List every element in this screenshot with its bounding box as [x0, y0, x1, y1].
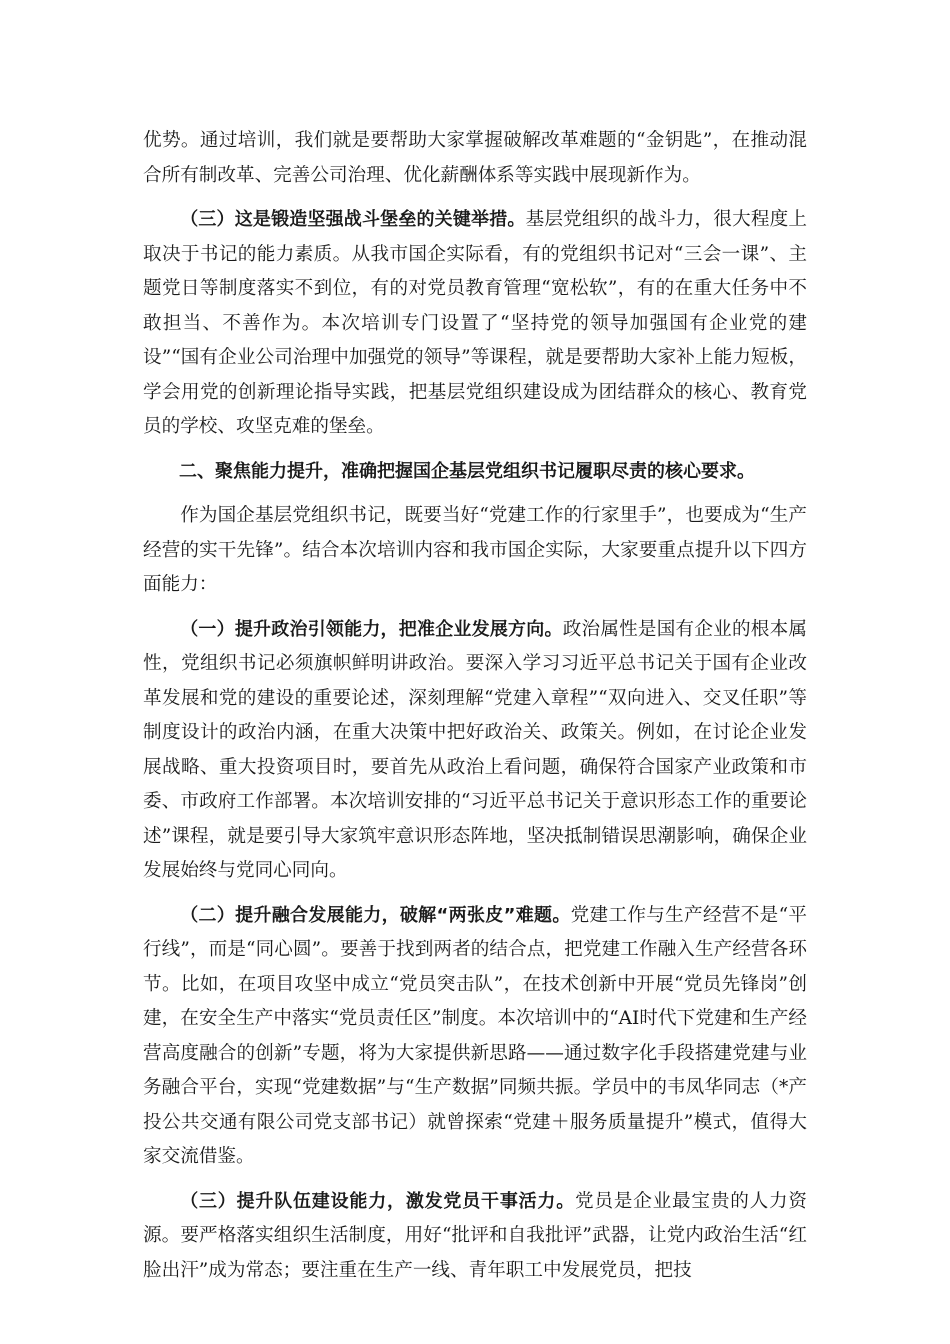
paragraph-intro — [143, 499, 807, 603]
paragraph-integration — [143, 899, 807, 1175]
paragraph-lead: （一）提升政治引领能力，把准企业发展方向。 — [180, 618, 563, 640]
section-heading-two: 二、聚焦能力提升，准确把握国企基层党组织书记履职尽责的核心要求。 — [179, 460, 755, 482]
document-body — [143, 124, 807, 1288]
paragraph-lead: （三）提升队伍建设能力，激发党员干事活力。 — [180, 1190, 576, 1212]
paragraph-team — [143, 1185, 807, 1289]
paragraph-text: 党建工作与生产经营不是“平行线”，而是“同心圆”。要善于找到两者的结合点，把党建工作融入生产经营各环节。比如，在项目攻坚中成立“党员突击队”，在技术创新中开展“党员先锋岗”创建，在安全生产中落实“党员责任区”制度。本次培训中的“AI时代下党建和生产经营高度融合的创新”专题，将为大家提供新思路——通过数字化手段搭建党建与业务融合平台，实现“党建数据”与“生产数据”同频共振。学员中的韦凤华同志（*产投公共交通有限公司党支部书记）就曾探索“党建＋服务质量提升”模式，值得大家交流借鉴。 — [143, 904, 807, 1167]
paragraph-continuation — [143, 124, 807, 193]
paragraph-text: 党员是企业最宝贵的人力资源。要严格落实组织生活制度，用好“批评和自我批评”武器，让党内政治生活“红脸出汗”成为常态；要注重在生产一线、青年职工中发展党员，把技 — [143, 1190, 807, 1281]
paragraph-text: 基层党组织的战斗力，很大程度上取决于书记的能力素质。从我市国企实际看，有的党组织书记对“三会一课”、主题党日等制度落实不到位，有的对党员教育管理“宽松软”，有的在重大任务中不敢担当、不善作为。本次培训专门设置了“坚持党的领导加强国有企业党的建设”“国有企业公司治理中加强党的领导”等课程，就是要帮助大家补上能力短板，学会用党的创新理论指导实践，把基层党组织建设成为团结群众的核心、教育党员的学校、攻坚克难的堡垒。 — [143, 209, 807, 437]
paragraph-lead: （三）这是锻造坚强战斗堡垒的关键举措。 — [180, 209, 526, 230]
paragraph-lead: （二）提升融合发展能力，破解“两张皮”难题。 — [180, 904, 571, 926]
paragraph-text: 优势。通过培训，我们就是要帮助大家掌握破解改革难题的“金钥匙”，在推动混合所有制改革、完善公司治理、优化薪酬体系等实践中展现新作为。 — [143, 130, 807, 186]
paragraph-text: 作为国企基层党组织书记，既要当好“党建工作的行家里手”，也要成为“生产经营的实干先锋”。结合本次培训内容和我市国企实际，大家要重点提升以下四方面能力： — [143, 505, 807, 595]
paragraph-text: 政治属性是国有企业的根本属性，党组织书记必须旗帜鲜明讲政治。要深入学习习近平总书记关于国有企业改革发展和党的建设的重要论述，深刻理解“党建入章程”“双向进入、交叉任职”等制度设计的政治内涵，在重大决策中把好政治关、政策关。例如，在讨论企业发展战略、重大投资项目时，要首先从政治上看问题，确保符合国家产业政策和市委、市政府工作部署。本次培训安排的“习近平总书记关于意识形态工作的重要论述”课程，就是要引导大家筑牢意识形态阵地，坚决抵制错误思潮影响，确保企业发展始终与党同心同向。 — [143, 618, 807, 881]
paragraph-political — [143, 613, 807, 889]
paragraph-fortress — [143, 203, 807, 445]
